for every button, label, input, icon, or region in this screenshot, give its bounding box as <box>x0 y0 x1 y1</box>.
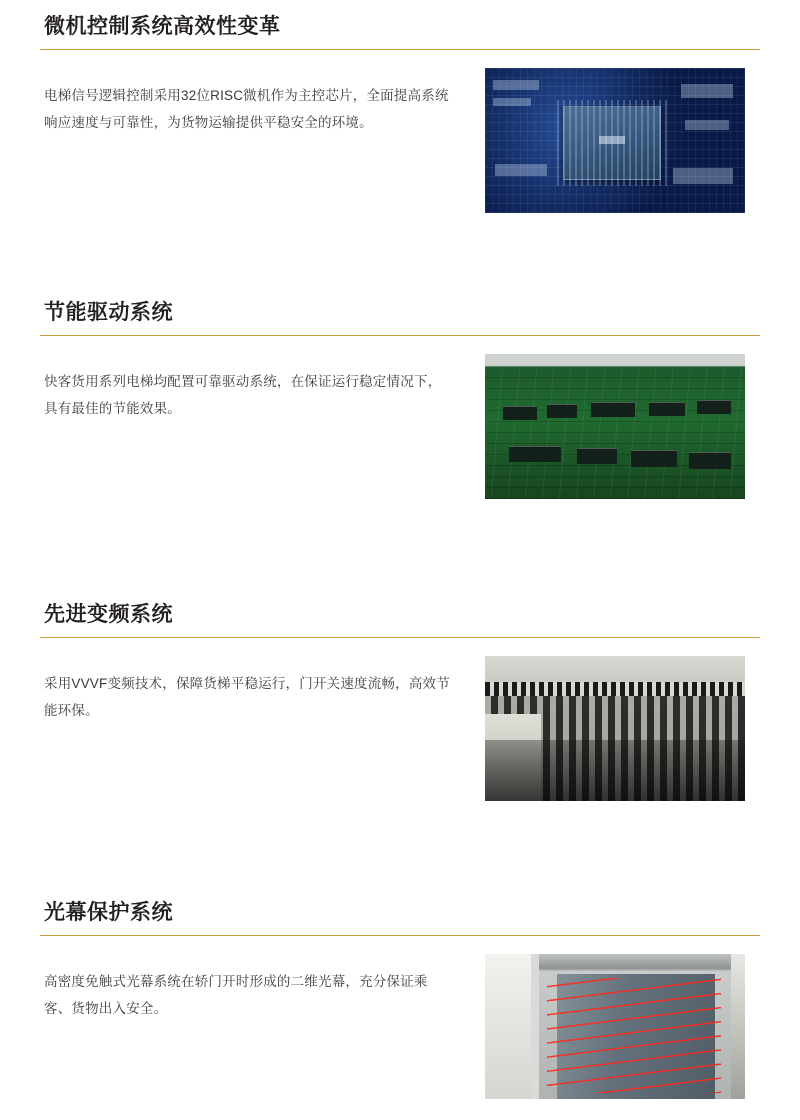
pcb-component <box>689 452 731 469</box>
pcb-component <box>697 400 731 414</box>
pcb-component <box>493 98 531 106</box>
pcb-component <box>685 120 729 130</box>
pcb-component <box>509 446 561 462</box>
door-jamb <box>485 954 533 1099</box>
section-title-1: 微机控制系统高效性变革 <box>44 15 281 38</box>
pcb-component <box>631 450 677 467</box>
section-figure-1 <box>485 68 745 213</box>
control-module <box>485 714 541 801</box>
section-body-text-1: 电梯信号逻辑控制采用32位RISC微机作为主控芯片，全面提高系统响应速度与可靠性，为货物运输提供平稳安全的环境。 <box>44 87 449 131</box>
pcb-component <box>495 164 547 176</box>
section-title-4: 光幕保护系统 <box>44 901 173 924</box>
microcontroller-circuit-board-photo <box>485 68 745 213</box>
section-figure-4 <box>485 954 745 1099</box>
pcb-component <box>493 80 539 90</box>
feature-section-2 <box>40 300 760 499</box>
section-divider-1 <box>40 49 760 50</box>
section-body-wrap-2 <box>40 354 760 499</box>
pcb-component <box>681 84 733 98</box>
section-divider-4 <box>40 935 760 936</box>
section-body-text-2: 快客货用系列电梯均配置可靠驱动系统，在保证运行稳定情况下，具有最佳的节能效果。 <box>44 373 442 417</box>
terminal-rail <box>485 682 745 696</box>
pcb-component <box>577 448 617 464</box>
pcb-component <box>503 406 537 420</box>
section-title-2: 节能驱动系统 <box>44 301 173 324</box>
door-light-curtain-photo <box>485 954 745 1099</box>
pcb-component <box>591 402 635 417</box>
frequency-inverter-terminal-blocks-photo <box>485 656 745 801</box>
feature-section-1 <box>40 14 760 213</box>
chip-pins <box>557 100 667 186</box>
pcb-component <box>673 168 733 184</box>
section-body-wrap-1 <box>40 68 760 213</box>
light-curtain-beams <box>547 978 721 1093</box>
section-divider-3 <box>40 637 760 638</box>
feature-section-3 <box>40 602 760 801</box>
section-body-wrap-3 <box>40 656 760 801</box>
section-figure-2 <box>485 354 745 499</box>
pcb-component <box>649 402 685 416</box>
section-body-text-3: 采用VVVF变频技术，保障货梯平稳运行，门开关速度流畅，高效节能环保。 <box>44 675 450 719</box>
section-figure-3 <box>485 656 745 801</box>
section-body-text-4: 高密度免触式光幕系统在轿门开时形成的二维光幕，充分保证乘客、货物出入安全。 <box>44 973 428 1017</box>
feature-section-4 <box>40 900 760 1099</box>
section-body-wrap-4 <box>40 954 760 1099</box>
green-drive-circuit-board-photo <box>485 354 745 499</box>
cpu-chip <box>563 106 661 180</box>
section-divider-2 <box>40 335 760 336</box>
pcb-component <box>547 404 577 418</box>
section-title-3: 先进变频系统 <box>44 603 173 626</box>
